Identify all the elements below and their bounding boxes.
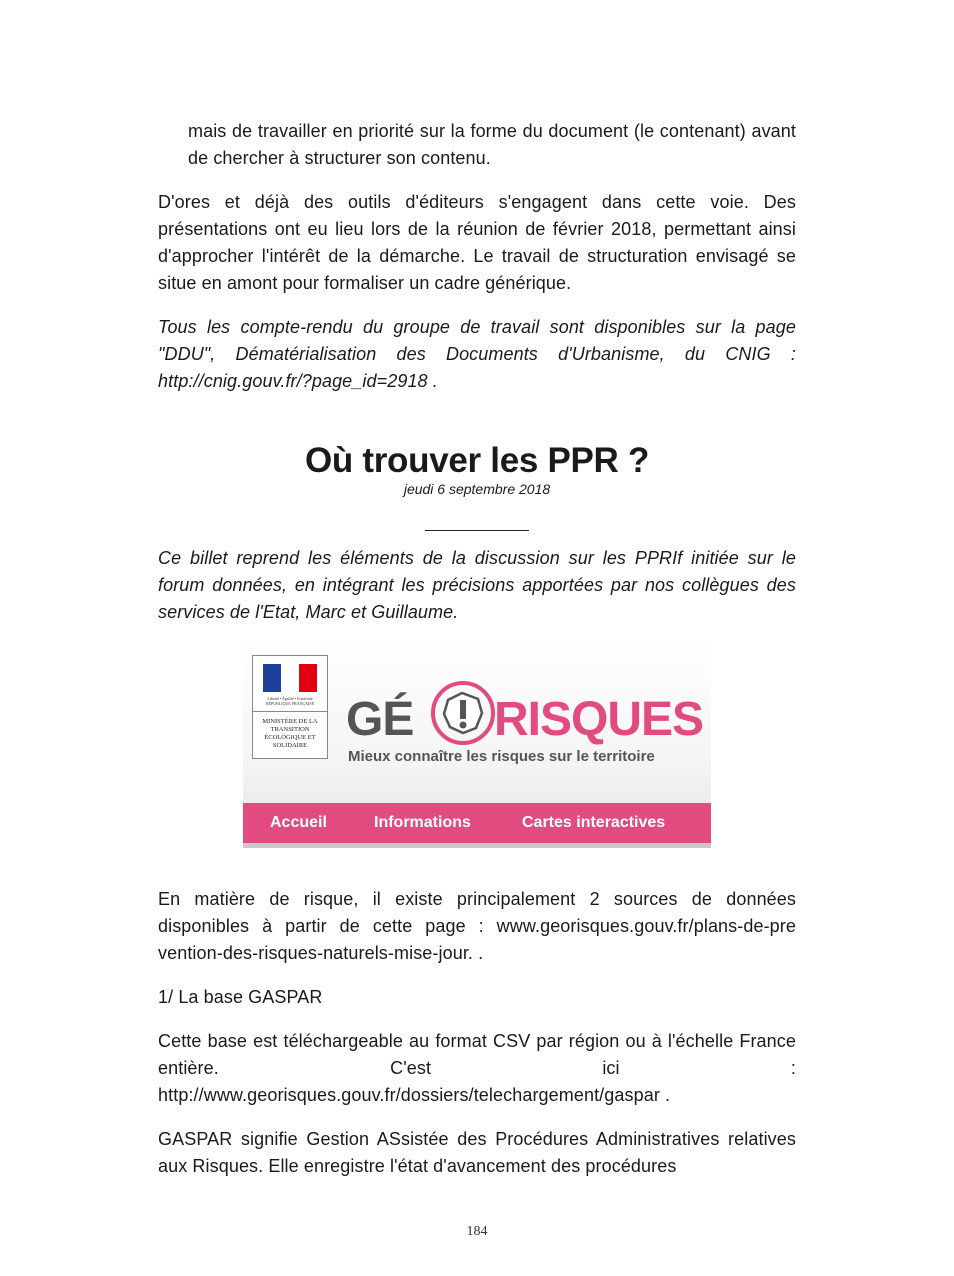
nav-informations[interactable]: Informations [374, 814, 471, 831]
georisques-banner [243, 642, 711, 848]
paragraph-gaspar-definition: GASPAR signifie Gestion ASsistée des Procédures Administratives relatives aux Risques. Elle enregistre l'état d'avancement des procédures [158, 1129, 796, 1176]
indented-paragraph: mais de travailler en priorité sur la forme du document (le contenant) avant de chercher à structurer son contenu. [188, 121, 796, 168]
ministry-name: MINISTÈRE DE LA TRANSITION ÉCOLOGIQUE ET SOLIDAIRE [262, 718, 318, 749]
france-warning-icon [428, 680, 498, 746]
ministry-motto: Liberté • Égalité • Fraternité RÉPUBLIQUE FRANÇAISE [265, 696, 315, 706]
paragraph-tools: D'ores et déjà des outils d'éditeurs s'engagent dans cette voie. Des présentations ont eu lieu lors de la réunion de février 2018, permettant ainsi d'approcher l'intérêt de la démarche. Le travail de structuration envisagé se situe en amont pour formaliser un cadre générique. [158, 192, 796, 293]
paragraph-gaspar-heading: 1/ La base GASPAR [158, 987, 323, 1007]
paragraph-sources: En matière de risque, il existe principalement 2 sources de données disponibles à partir de cette page : www.georisques.gouv.fr/plans-de-pre vention-des-risques-naturels-mise-jour. . [158, 889, 796, 963]
ministry-logo [252, 655, 328, 759]
paragraph-gaspar-download: Cette base est téléchargeable au format CSV par région ou à l'échelle France entière. C'est ici : http://www.georisques.gouv.fr/dossiers/telechargement/gaspar . [158, 1031, 796, 1105]
separator-line [425, 530, 529, 531]
logo-text-risques: RISQUES [494, 693, 704, 746]
nav-accueil[interactable]: Accueil [270, 814, 327, 831]
article-title: Où trouver les PPR ? [304, 441, 650, 480]
banner-navbar [243, 803, 711, 848]
logo-text-ge: GÉ [346, 693, 414, 746]
georisques-logo [346, 678, 706, 768]
article-date: jeudi 6 septembre 2018 [403, 481, 551, 497]
page-content [158, 118, 796, 1180]
logo-tagline: Mieux connaître les risques sur le territoire [348, 748, 655, 765]
page-number: 184 [466, 1224, 488, 1239]
nav-cartes-interactives[interactable]: Cartes interactives [522, 814, 666, 831]
article-intro: Ce billet reprend les éléments de la discussion sur les PPRIf initiée sur le forum données, en intégrant les précisions apportées par nos collègues des services de l'Etat, Marc et Guillaume. [158, 548, 796, 622]
paragraph-ddu-link: Tous les compte-rendu du groupe de travail sont disponibles sur la page "DDU", Dématérialisation des Documents d'Urbanisme, du CNIG : http://cnig.gouv.fr/?page_id=2918 . [158, 317, 796, 391]
french-flag-icon [263, 664, 317, 692]
